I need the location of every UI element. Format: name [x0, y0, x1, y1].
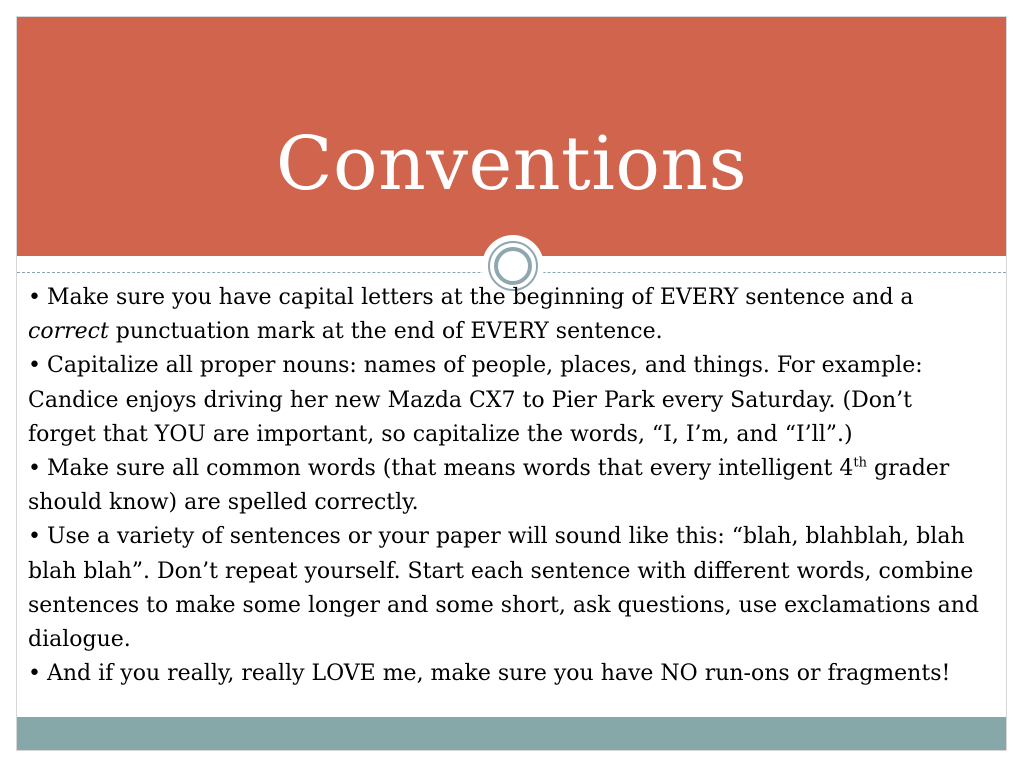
title-band	[17, 17, 1006, 256]
bullet-marker: •	[28, 456, 41, 482]
bullet-item	[28, 281, 980, 349]
bullet-item	[28, 349, 980, 452]
bullet-text-after: punctuation mark at the end of EVERY sentence.	[108, 319, 663, 345]
bullet-text: Capitalize all proper nouns: names of people, places, and things. For example: Candice enjoys driving her new Mazda CX7 to Pier Park every Saturday. (Don’t forget that YOU are important, so capitalize the words, “I, I’m, and “I’ll”.)	[28, 353, 923, 447]
bullet-marker: •	[28, 661, 41, 687]
bullet-text: Make sure all common words (that means words that every intelligent 4	[46, 456, 854, 482]
slide	[16, 16, 1007, 751]
bullet-text-after: grader should know) are spelled correctly.	[28, 456, 950, 516]
ordinal-superscript: th	[853, 455, 867, 471]
ornament-inner-ring	[494, 247, 532, 285]
bullet-text: And if you really, really LOVE me, make sure you have NO run-ons or fragments!	[46, 661, 951, 687]
bullet-item	[28, 452, 980, 520]
bullet-text: Make sure you have capital letters at the beginning of EVERY sentence and a	[46, 285, 914, 310]
bullet-marker: •	[28, 353, 41, 379]
bullet-list	[28, 281, 980, 691]
bullet-emphasis: correct	[28, 319, 109, 345]
bullet-item	[28, 520, 980, 657]
slide-title: Conventions	[275, 121, 748, 207]
bullet-marker: •	[28, 524, 41, 550]
footer-band	[17, 717, 1006, 751]
bullet-text: Use a variety of sentences or your paper will sound like this: “blah, blahblah, blah blah blah”. Don’t repeat yourself. Start each sentence with different words, combine sentences to make some longer and some short, ask questions, use exclamations and dialogue.	[28, 524, 979, 653]
bullet-item	[28, 657, 980, 691]
bullet-marker: •	[28, 285, 41, 310]
